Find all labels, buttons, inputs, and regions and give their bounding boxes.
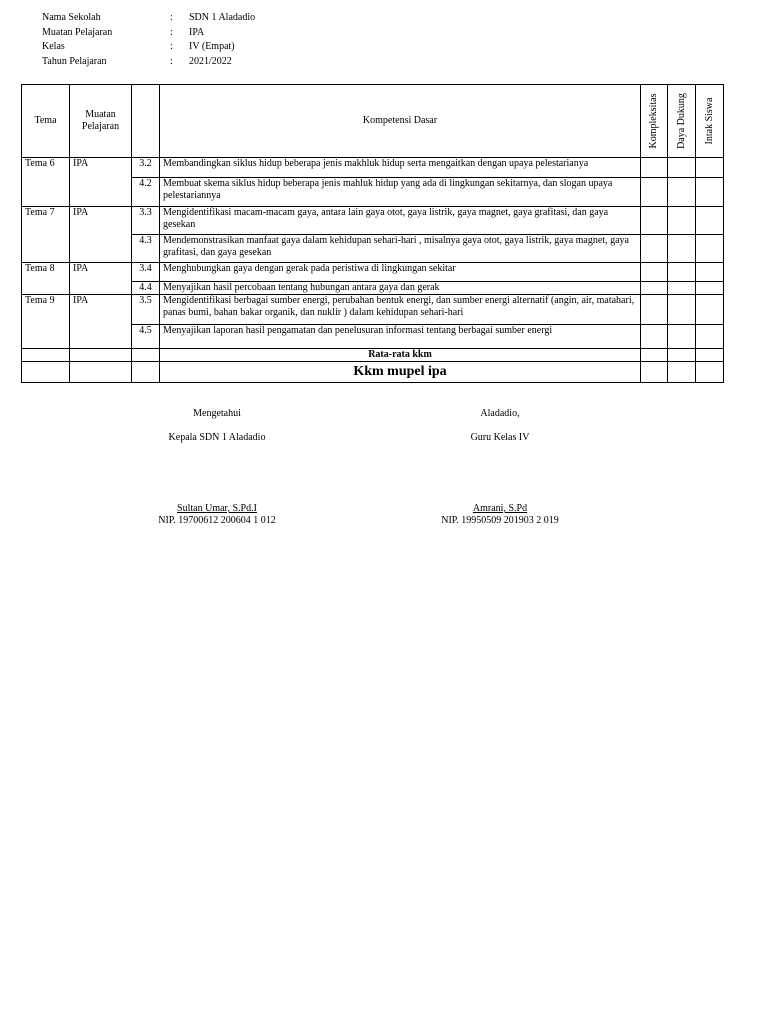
cell-daya-dukung: [668, 325, 696, 349]
cell-empty: [22, 349, 70, 362]
cell-kd-text: Mengidentifikasi berbagai sumber energi, perubahan bentuk energi, dan sumber energi alternatif (angin, air, matahari, panas bumi, bahan bakar organik, dan nuklir ) dalam kehidupan sehari-hari: [160, 295, 641, 325]
signature-left-name: Sultan Umar, S.Pd.I: [177, 503, 257, 514]
header-kompetensi-dasar: Kompetensi Dasar: [160, 85, 641, 158]
kkm-mupel-label: Kkm mupel ipa: [160, 362, 641, 383]
header-tema: Tema: [22, 85, 70, 158]
table-row: [22, 295, 724, 325]
table-row: [22, 263, 724, 282]
cell-daya-dukung: [668, 178, 696, 207]
signature-right-line2: Guru Kelas IV: [470, 432, 530, 443]
signature-left-line2: Kepala SDN 1 Aladadio: [168, 432, 266, 443]
cell-intak-siswa: [696, 295, 724, 325]
cell-kompleksitas: [641, 158, 668, 178]
cell-intak-siswa: [696, 158, 724, 178]
info-label: Nama Sekolah: [42, 12, 101, 23]
info-colon: :: [170, 55, 173, 67]
school-info: [42, 11, 342, 69]
cell-daya-dukung: [668, 158, 696, 178]
cell-empty: [132, 349, 160, 362]
cell-kompleksitas: [641, 235, 668, 263]
cell-intak-siswa: [696, 207, 724, 235]
cell-empty: [132, 362, 160, 383]
cell-kompleksitas: [641, 178, 668, 207]
cell-muatan: IPA: [70, 263, 132, 295]
header-muatan: Muatan Pelajaran: [70, 85, 132, 158]
cell-kd-number: 3.2: [132, 158, 160, 178]
cell-kompleksitas: [641, 325, 668, 349]
cell-kd-text: Menyajikan laporan hasil pengamatan dan penelusuran informasi tentang berbagai sumber energi: [160, 325, 641, 349]
cell-intak-siswa: [696, 362, 724, 383]
cell-daya-dukung: [668, 282, 696, 295]
cell-tema: Tema 8: [22, 263, 70, 295]
cell-kd-text: Mendemonstrasikan manfaat gaya dalam kehidupan sehari-hari , misalnya gaya otot, gaya listrik, gaya magnet, gaya grafitasi, dan gaya gesekan: [160, 235, 641, 263]
info-label: Muatan Pelajaran: [42, 26, 113, 38]
info-colon: :: [170, 26, 173, 38]
header-daya-dukung: [668, 85, 696, 158]
cell-daya-dukung: [668, 263, 696, 282]
cell-kompleksitas: [641, 282, 668, 295]
cell-daya-dukung: [668, 362, 696, 383]
cell-kompleksitas: [641, 263, 668, 282]
cell-kd-number: 4.2: [132, 178, 160, 207]
header-no: [132, 85, 160, 158]
info-row-subject: [42, 26, 342, 41]
info-colon: :: [170, 41, 173, 53]
cell-kompleksitas: [641, 349, 668, 362]
info-value: IPA: [189, 26, 205, 38]
cell-intak-siswa: [696, 349, 724, 362]
table-row: [22, 158, 724, 178]
cell-kd-number: 3.3: [132, 207, 160, 235]
cell-empty: [22, 362, 70, 383]
average-row: [22, 349, 724, 362]
cell-intak-siswa: [696, 282, 724, 295]
cell-intak-siswa: [696, 325, 724, 349]
kkm-mupel-row: [22, 362, 724, 383]
info-value: IV (Empat): [189, 41, 235, 53]
cell-daya-dukung: [668, 295, 696, 325]
cell-intak-siswa: [696, 263, 724, 282]
cell-kd-text: Membuat skema siklus hidup beberapa jenis mahluk hidup yang ada di lingkungan sekitarnya, dan slogan upaya pelestariannya: [160, 178, 641, 207]
info-row-year: [42, 55, 342, 70]
rata-rata-kkm-label: Rata-rata kkm: [160, 349, 641, 362]
kkm-table: [21, 84, 724, 383]
cell-kd-number: 4.4: [132, 282, 160, 295]
cell-muatan: IPA: [70, 295, 132, 349]
cell-tema: Tema 7: [22, 207, 70, 263]
info-value: SDN 1 Aladadio: [189, 12, 256, 23]
signature-left-line1: Mengetahui: [193, 408, 241, 419]
header-kompleksitas: [641, 85, 668, 158]
header-intak-siswa: [696, 85, 724, 158]
cell-daya-dukung: [668, 349, 696, 362]
cell-daya-dukung: [668, 235, 696, 263]
cell-kd-number: 4.5: [132, 325, 160, 349]
header-daya-dukung-label: Daya Dukung: [675, 93, 687, 149]
table-row: [22, 207, 724, 235]
cell-tema: Tema 9: [22, 295, 70, 349]
signature-right-nip: NIP. 19950509 201903 2 019: [441, 515, 559, 526]
cell-kd-text: Mengidentifikasi macam-macam gaya, antara lain gaya otot, gaya listrik, gaya magnet, gaya grafitasi, dan gaya gesekan: [160, 207, 641, 235]
cell-kompleksitas: [641, 295, 668, 325]
signature-left-nip: NIP. 19700612 200604 1 012: [158, 515, 276, 526]
signature-right-line1: Aladadio,: [480, 408, 520, 419]
cell-kd-text: Membandingkan siklus hidup beberapa jenis makhluk hidup serta mengaitkan dengan upaya pelestarianya: [160, 158, 641, 178]
cell-muatan: IPA: [70, 158, 132, 207]
info-label: Tahun Pelajaran: [42, 55, 107, 67]
cell-empty: [70, 349, 132, 362]
signature-right-name: Amrani, S.Pd: [472, 503, 528, 514]
header-kompleksitas-label: Kompleksitas: [648, 93, 659, 149]
cell-kd-text: Menghubungkan gaya dengan gerak pada peristiwa di lingkungan sekitar: [160, 263, 641, 282]
cell-daya-dukung: [668, 207, 696, 235]
cell-kompleksitas: [641, 207, 668, 235]
cell-kd-number: 3.5: [132, 295, 160, 325]
header-intak-siswa-label: Intak Siswa: [703, 97, 715, 145]
info-label: Kelas: [42, 41, 65, 53]
info-colon: :: [170, 12, 173, 23]
cell-muatan: IPA: [70, 207, 132, 263]
cell-kompleksitas: [641, 362, 668, 383]
cell-tema: Tema 6: [22, 158, 70, 207]
cell-kd-number: 4.3: [132, 235, 160, 263]
table-header-row: [22, 85, 724, 158]
info-row-school: [42, 11, 342, 26]
cell-intak-siswa: [696, 235, 724, 263]
cell-empty: [70, 362, 132, 383]
info-row-class: [42, 40, 342, 55]
cell-kd-text: Menyajikan hasil percobaan tentang hubungan antara gaya dan gerak: [160, 282, 641, 295]
cell-kd-number: 3.4: [132, 263, 160, 282]
info-value: 2021/2022: [189, 55, 232, 67]
cell-intak-siswa: [696, 178, 724, 207]
